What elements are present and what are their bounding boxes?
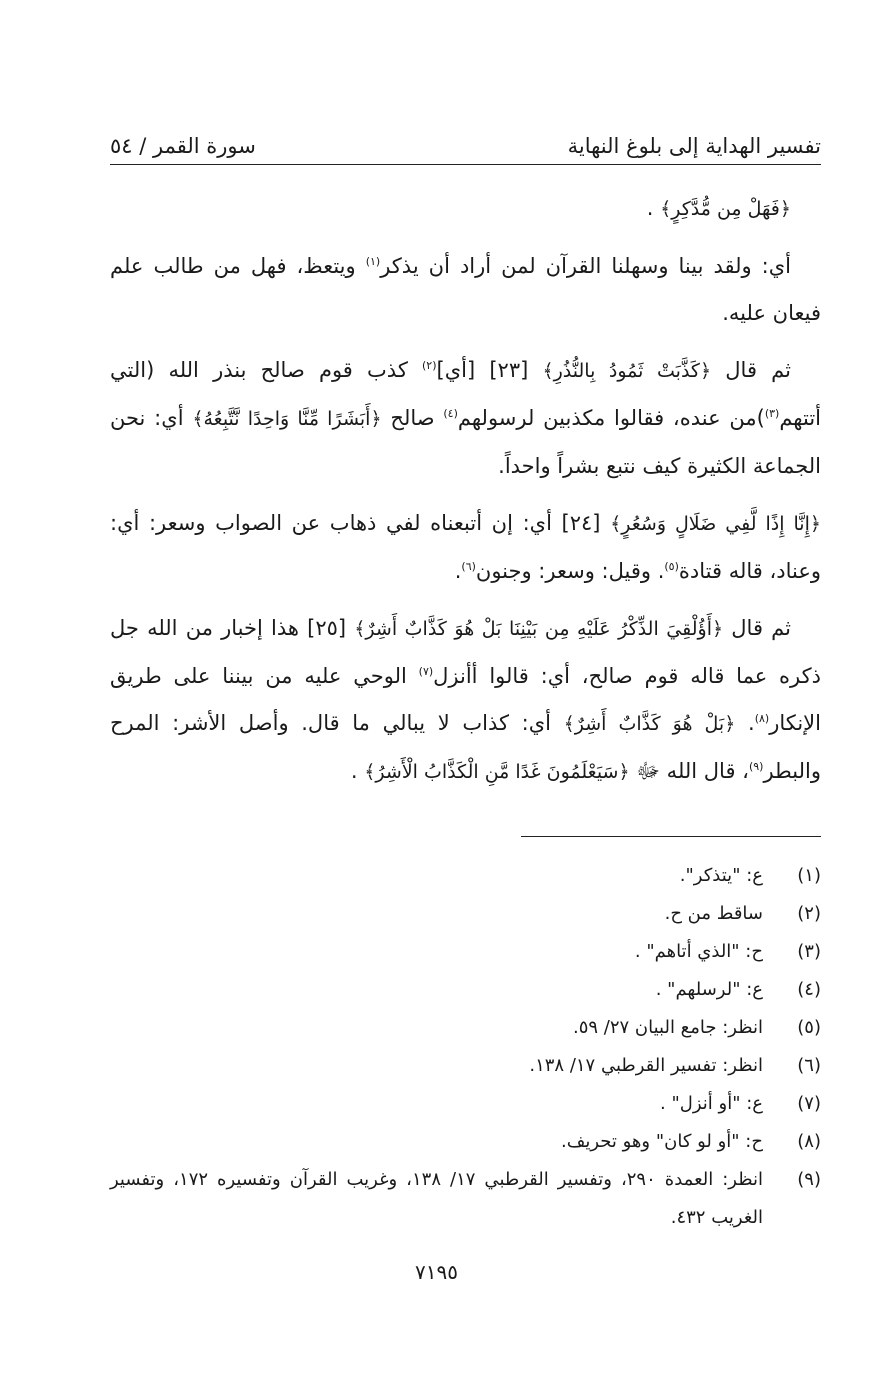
footnote [110, 1161, 821, 1237]
text-run: . وقيل: وسعر: وجنون [475, 559, 665, 583]
text-run: . [646, 196, 661, 220]
paragraph-4 [110, 500, 821, 595]
footnote-ref: (٦) [461, 560, 476, 573]
quran-verse: ﴿أَبَشَرًا مِّنَّا وَاحِدًا نَّتَّبِعُهُ﴾ [192, 408, 382, 430]
quran-verse: ﴿أَؤُلْقِيَ الذِّكْرُ عَلَيْهِ مِن بَيْنِنَا بَلْ هُوَ كَذَّابٌ أَشِرٌ﴾ [354, 618, 724, 640]
text-run: ، قال الله ﷻ [629, 759, 749, 783]
text-run: . [454, 559, 462, 583]
footnote [110, 971, 821, 1009]
footnote-text: انظر: العمدة ٢٩٠، وتفسير القرطبي ١٧/ ١٣٨، وغريب القرآن وتفسيره ١٧٢، وتفسير الغريب ٤٣٢. [110, 1169, 764, 1228]
footnote-number: (٩) [797, 1169, 821, 1190]
text-run: . [735, 711, 755, 735]
footnote [110, 1085, 821, 1123]
quran-verse: ﴿بَلْ هُوَ كَذَّابٌ أَشِرٌ﴾ [563, 713, 736, 735]
footnote-text: ساقط من ح. [664, 903, 763, 924]
footnote-ref: (٧) [418, 665, 434, 678]
footnote-text: ح: "أو لو كان" وهو تحريف. [560, 1131, 763, 1152]
footnote [110, 1047, 821, 1085]
text-run: [٢٤] أي: إن أتبعناه لفي ذهاب عن الصواب وسعر: أي: وعناد، قاله قتادة [110, 511, 821, 583]
footnote-ref: (١) [365, 255, 381, 268]
quran-verse: ﴿فَهَلْ مِن مُّدَّكِرٍ﴾ [660, 198, 791, 220]
quran-verse: ﴿كَذَّبَتْ ثَمُودُ بِالنُّذُرِ﴾ [542, 360, 712, 382]
footnote-number: (٤) [797, 979, 821, 1000]
footnote-ref: (٩) [748, 760, 764, 773]
footnote-ref: (٢) [422, 359, 437, 372]
footnote-number: (١) [797, 865, 821, 886]
paragraph-5 [110, 605, 821, 796]
footnote-number: (٥) [797, 1017, 821, 1038]
text-run: أي: ولقد بينا وسهلنا القرآن لمن أراد أن يذكر [380, 254, 791, 278]
footnote-separator [521, 836, 821, 837]
footnote-text: ع: "يتذكر". [679, 865, 763, 886]
text-run: أي: كذاب لا يبالي ما قال. وأصل الأشر: المرح والبطر [110, 711, 821, 783]
footnote-ref: (٣) [764, 407, 780, 420]
text-run: ويتعظ، فهل من طالب علم فيعان عليه. [110, 254, 821, 325]
surah-info: سورة القمر / ٥٤ [110, 134, 256, 158]
footnote-number: (٢) [797, 903, 821, 924]
quran-verse: ﴿إِنَّا إِذًا لَّفِي ضَلَالٍ وَسُعُرٍ﴾ [610, 513, 821, 535]
paragraph-1 [110, 185, 821, 233]
footnote-ref: (٤) [443, 407, 458, 420]
paragraph-2 [110, 243, 821, 337]
text-run: [٢٥] هذا إخبار من الله جل ذكره عما قاله قوم صالح، أي: قالوا أأنزل [110, 616, 821, 688]
footnote-number: (٦) [797, 1055, 821, 1076]
text-run: ثم قال [723, 616, 792, 640]
text-run: . [350, 759, 365, 783]
text-run: الوحي عليه من بيننا على طريق الإنكار [110, 664, 821, 735]
book-title: تفسير الهداية إلى بلوغ النهاية [567, 134, 821, 158]
footnotes-list [110, 857, 821, 1237]
running-header [110, 118, 821, 165]
footnote [110, 857, 821, 895]
footnote-ref: (٨) [754, 712, 770, 725]
footnote [110, 895, 821, 933]
footnote-number: (٧) [797, 1093, 821, 1114]
text-run: أي: نحن الجماعة الكثيرة كيف نتبع بشراً واحداً. [110, 406, 821, 478]
text-run: )من عنده، فقالوا مكذبين لرسولهم [457, 406, 765, 430]
footnote-text: انظر: تفسير القرطبي ١٧/ ١٣٨. [529, 1055, 763, 1076]
footnote-number: (٣) [797, 941, 821, 962]
text-run: ثم قال [711, 358, 791, 382]
footnote-text: ع: "أو أنزل" . [660, 1093, 763, 1114]
main-text [110, 185, 821, 806]
footnote [110, 1123, 821, 1161]
footnote-text: ع: "لرسلهم" . [655, 979, 763, 1000]
text-run: صالح [381, 406, 444, 430]
footnote [110, 933, 821, 971]
footnote-text: انظر: جامع البيان ٢٧/ ٥٩. [572, 1017, 763, 1038]
footnote-text: ح: "الذي أتاهم" . [634, 941, 763, 962]
text-run: كذب قوم صالح بنذر الله (التي أتتهم [110, 358, 821, 430]
page-number: ٧١٩٥ [415, 1260, 458, 1284]
footnote [110, 1009, 821, 1047]
paragraph-3 [110, 347, 821, 490]
footnote-number: (٨) [797, 1131, 821, 1152]
text-run: [٢٣] [أي] [436, 358, 543, 382]
footnote-ref: (٥) [664, 560, 679, 573]
quran-verse: ﴿سَيَعْلَمُونَ غَدًا مَّنِ الْكَذَّابُ الْأَشِرُ﴾ [364, 761, 630, 783]
